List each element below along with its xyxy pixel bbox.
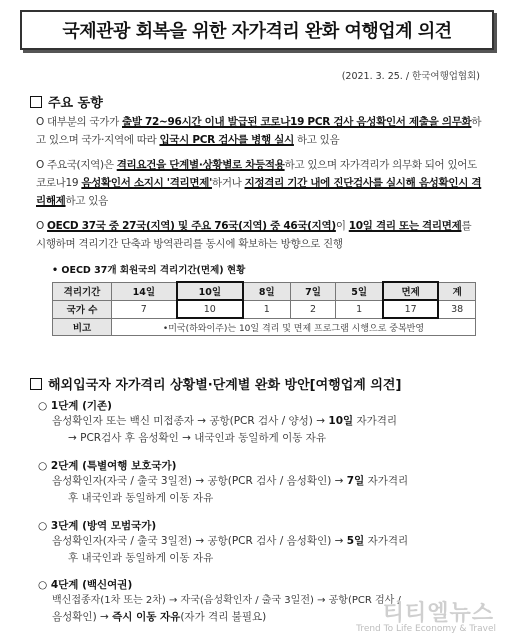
emphasis-text: 출발 72~96시간 이내 발급된 코로나19 PCR 검사 음성확인서 제출을 의무화	[122, 116, 472, 128]
emphasis-text: 입국시 PCR 검사를 병행 실시	[159, 134, 294, 146]
text: 하거나	[211, 177, 245, 189]
table-header-label: 격리기간	[53, 282, 112, 300]
text: 음성확인자 또는 백신 미접종자 → 공항(PCR 검사 / 양성) →	[52, 415, 329, 427]
title-text: 국제관광 회복을 위한 자가격리 완화 여행업계 의견	[62, 21, 452, 42]
table-cell: 7	[112, 300, 177, 318]
table-col-header: 면제	[383, 282, 438, 300]
emphasis-text: 즉시 이동 자유	[112, 611, 181, 623]
quarantine-table	[52, 281, 476, 336]
table-row	[53, 300, 476, 318]
text: 음성확인자(자국 / 출국 3일전) → 공항(PCR 검사 / 음성확인) →	[52, 475, 347, 487]
table-cell: 1	[336, 300, 383, 318]
step-line: 백신접종자(1차 또는 2차) → 자국(음성확인자 / 출국 3일전) → 공항(PCR 검사 /	[52, 595, 401, 606]
text: 하고 있음	[293, 134, 340, 146]
emphasis-text: 격리요건을 단계별·상황별로 차등적용	[116, 159, 285, 171]
step-line	[38, 533, 488, 550]
para-marker: O	[36, 116, 44, 128]
step-title	[38, 518, 488, 533]
table-caption	[52, 262, 245, 276]
watermark-logo: 티티엘뉴스	[382, 601, 494, 626]
table-cell: 2	[290, 300, 336, 318]
section-heading-plan	[30, 374, 401, 393]
table-col-header: 7일	[290, 282, 336, 300]
emphasis-text: 10일 격리 또는 격리면제	[348, 220, 462, 232]
square-bullet-icon	[30, 378, 42, 390]
table-cell: 10	[177, 300, 243, 318]
text: 자가격리	[353, 415, 398, 427]
text: 주요국(지역)은	[47, 159, 117, 171]
watermark-tagline: Trend To Life Economy & Travel	[356, 624, 496, 634]
table-row	[53, 282, 476, 300]
step-title	[38, 398, 488, 413]
step-line: → PCR검사 후 음성확인 → 내국인과 동일하게 이동 자유	[68, 432, 326, 444]
para-marker: O	[36, 220, 44, 232]
step-title-text: 3단계 (방역 모범국가)	[50, 520, 157, 532]
paragraph-3	[36, 217, 482, 253]
caption-text: OECD 37개 회원국의 격리기간(면제) 현황	[61, 265, 246, 276]
table-col-header: 5일	[336, 282, 383, 300]
circle-bullet-icon: ○	[38, 579, 51, 591]
text: 하고 있으며 국가·지역에 따라	[36, 116, 482, 146]
text: 음성확인자(자국 / 출국 3일전) → 공항(PCR 검사 / 음성확인) →	[52, 535, 347, 547]
text: 이	[335, 220, 349, 232]
emphasis-text: 지정격리 기간 내에 진단검사를 실시해 음성확인시 격리해제	[36, 177, 482, 207]
text: 하고 있으며 자가격리가 의무화 되어 있어도 코로나19	[36, 159, 477, 189]
section-heading-text: 주요 동향	[48, 96, 103, 111]
bullet-dot-icon: •	[52, 265, 62, 276]
text: 음성확인) →	[52, 611, 113, 623]
step-block-2	[38, 458, 488, 507]
square-bullet-icon	[30, 96, 42, 108]
section-heading-text: 해외입국자 자가격리 상황별·단계별 완화 방안[여행업계 의견]	[48, 378, 402, 393]
table-row	[53, 318, 476, 336]
text: 를 시행하며 격리기간 단축과 방역관리를 동시에 확보하는 방향으로 진행	[36, 220, 472, 250]
step-title-text: 4단계 (백신여권)	[50, 579, 133, 591]
text: 자가격리	[364, 475, 409, 487]
step-title	[38, 577, 498, 592]
emphasis-text: 7일	[346, 475, 365, 487]
table-row-label: 비고	[53, 318, 112, 336]
step-line	[38, 473, 488, 490]
step-block-1	[38, 398, 488, 447]
emphasis-text: OECD 37국 중 27국(지역) 및 주요 76국(지역) 중 46국(지역)	[47, 220, 336, 232]
emphasis-text: 10일	[328, 415, 354, 427]
document-title	[20, 10, 494, 50]
emphasis-text: 음성확인서 소지시 '격리면제'	[81, 177, 212, 189]
table-col-header: 계	[438, 282, 475, 300]
date-line: (2021. 3. 25. / 한국여행업협회)	[341, 71, 480, 82]
step-title-text: 2단계 (특별여행 보호국가)	[50, 460, 177, 472]
section-heading-trends	[30, 92, 103, 111]
emphasis-text: 5일	[346, 535, 365, 547]
table-col-header: 10일	[177, 282, 243, 300]
table-col-header: 8일	[243, 282, 290, 300]
circle-bullet-icon: ○	[38, 400, 51, 412]
circle-bullet-icon: ○	[38, 460, 51, 472]
text: 자가격리	[364, 535, 409, 547]
paragraph-2	[36, 156, 482, 210]
table-note: •미국(하와이주)는 10일 격리 및 면제 프로그램 시행으로 중복반영	[112, 318, 476, 336]
step-line	[38, 413, 488, 430]
table-cell: 38	[438, 300, 475, 318]
step-block-3	[38, 518, 488, 567]
text: (자가 격리 불필요)	[180, 611, 267, 623]
circle-bullet-icon: ○	[38, 520, 51, 532]
table-cell: 17	[383, 300, 438, 318]
step-line: 후 내국인과 동일하게 이동 자유	[68, 492, 214, 504]
table-row-label: 국가 수	[53, 300, 112, 318]
text: 대부분의 국가가	[47, 116, 122, 128]
table-col-header: 14일	[112, 282, 177, 300]
step-title	[38, 458, 488, 473]
table-cell: 1	[243, 300, 290, 318]
paragraph-1	[36, 113, 482, 149]
para-marker: O	[36, 159, 44, 171]
text: 하고 있음	[65, 195, 108, 207]
step-title-text: 1단계 (기존)	[50, 400, 112, 412]
step-line: 후 내국인과 동일하게 이동 자유	[68, 552, 214, 564]
